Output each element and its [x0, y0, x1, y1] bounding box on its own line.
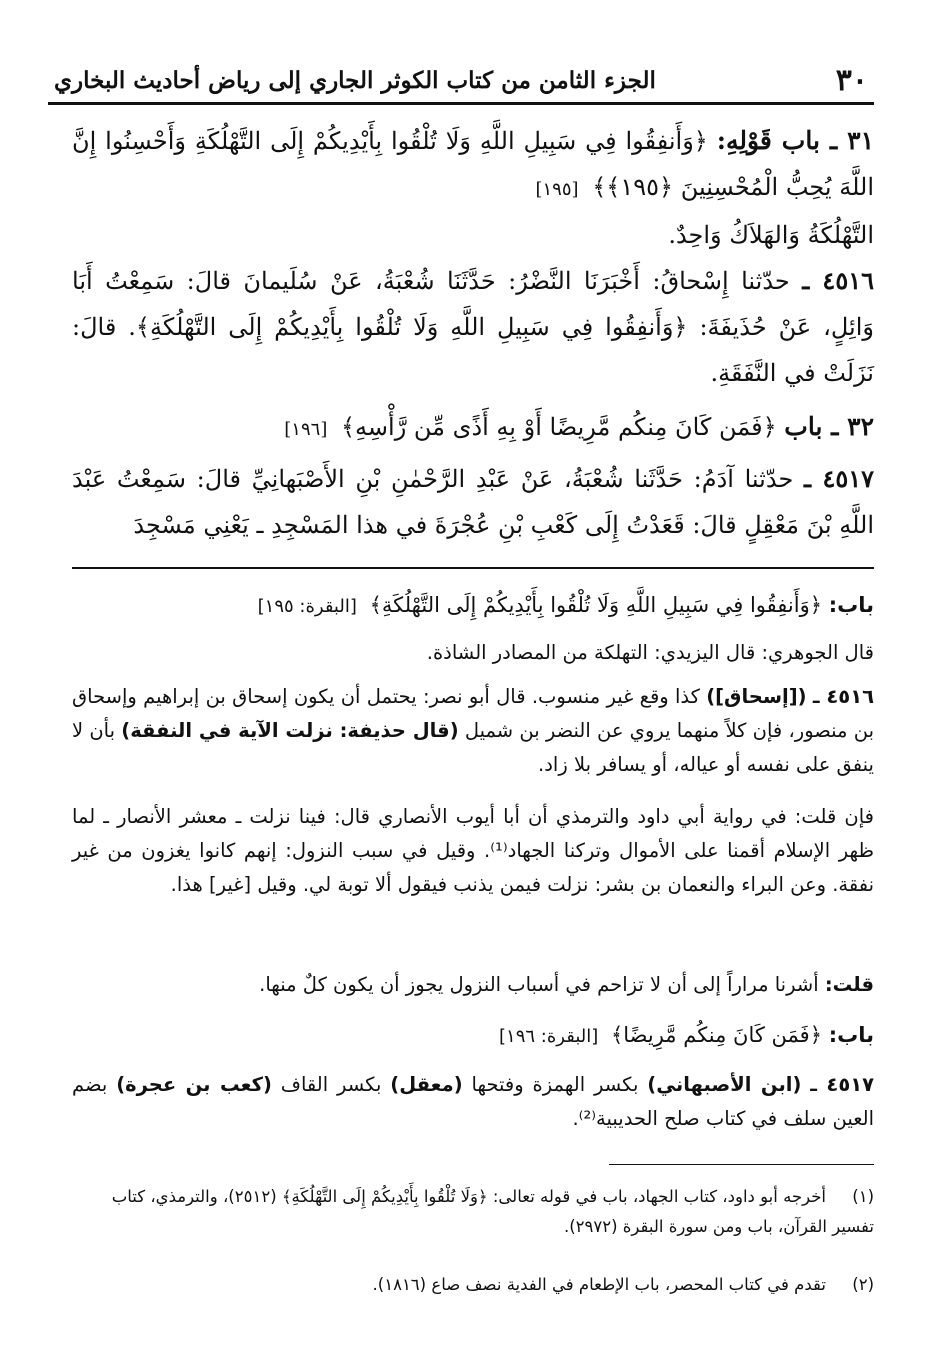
commentary-bab-2-ref: [البقرة: ١٩٦]: [499, 1026, 599, 1047]
commentary-4517-text-3: بضم العين سلف في كتاب صلح الحديبية⁽²⁾.: [72, 1073, 874, 1130]
commentary-p4-label: قلت:: [824, 973, 874, 996]
hadith-4517-number: ٤٥١٧ ـ: [803, 464, 874, 493]
chapter-32-verse: ﴿فَمَن كَانَ مِنكُم مَّرِيضًا أَوْ بِهِ أَذًى مِّن رَّأْسِهِ﴾: [340, 413, 777, 441]
commentary-p3: فإن قلت: في رواية أبي داود والترمذي أن أبا أيوب الأنصاري قال: فينا نزلت ـ معشر الأنصار ـ لما ظهر الإسلام أقمنا على الأموال وتركنا الجهاد⁽¹⁾. وقيل في سبب النزول: إنهم كانوا يغزون من غير نفقة. وعن البراء والنعمان بن بشر: نزلت فيمن يذنب فيقول ألا توبة لي. وقيل [غير] هذا.: [72, 805, 874, 896]
chapter-31-verse: ﴿وَأَنفِقُوا فِي سَبِيلِ اللَّهِ وَلَا تُلْقُوا بِأَيْدِيكُمْ إِلَى التَّهْلُكَةِ وَأَحْسِنُوا إِنَّ اللَّهَ يُحِبُّ الْمُحْسِنِينَ ﴿١٩٥﴾﴾: [72, 127, 874, 201]
hadith-4516-isnad: حدّثنا إِسْحاقُ: أَخْبَرَنَا النَّضْرُ: حَدَّثَنَا شُعْبَةُ، عَنْ سُلَيمانَ قالَ: سَمِعْتُ أَبَا وَائِلٍ، عَنْ حُذَيفَةَ:: [72, 267, 874, 341]
commentary-4517: [72, 1068, 874, 1136]
running-title: الجزء الثامن من كتاب الكوثر الجاري إلى رياض أحاديث البخاري: [54, 66, 656, 94]
page-header: [48, 58, 874, 105]
chapter-32-heading: [72, 404, 874, 453]
footnote-2-text: تقدم في كتاب المحصر، باب الإطعام في الفدية نصف صاع (١٨١٦).: [372, 1275, 826, 1294]
commentary-bab-1-label: باب:: [828, 593, 874, 617]
hadith-4516-verse: ﴿وَأَنفِقُوا فِي سَبِيلِ اللَّهِ وَلَا تُلْقُوا بِأَيْدِيكُمْ إِلَى التَّهْلُكَةِ﴾: [135, 313, 688, 341]
commentary-p1: قال الجوهري: قال اليزيدي: التهلكة من المصادر الشاذة.: [426, 641, 874, 664]
commentary-4517-term-3: (كعب بن عجرة): [116, 1073, 272, 1096]
hadith-4517: [72, 456, 874, 548]
text-commentary-divider: [72, 567, 874, 569]
commentary-bab-2: [72, 1018, 874, 1054]
footnote-1-text: أخرجه أبو داود، كتاب الجهاد، باب في قوله تعالى: ﴿وَلَا تُلْقُوا بِأَيْدِيكُمْ إِلَى التَّهْلُكَةِ﴾ (٢٥١٢)، والترمذي، كتاب تفسير القرآن، باب ومن سورة البقرة (٢٩٧٢).: [111, 1187, 874, 1236]
commentary-4517-number: ٤٥١٧ ـ: [810, 1073, 875, 1096]
commentary-4516-quote: (قال حذيفة: نزلت الآية في النفقة): [121, 719, 459, 742]
chapter-31-label: ٣١ ـ باب قَوْلِهِ:: [716, 126, 874, 155]
footnote-2: [72, 1270, 874, 1300]
commentary-bab-2-verse: ﴿فَمَن كَانَ مِنكُم مَّرِيضًا﴾: [610, 1023, 823, 1047]
commentary-4516-text: كذا وقع غير منسوب. قال أبو نصر: يحتمل أن يكون إسحاق بن إبراهيم وإسحاق بن منصور، فإن كلاً منهما يروي عن النضر بن شميل: [72, 685, 875, 742]
commentary-4516-tail: بأن لا ينفق على نفسه أو عياله، أو يسافر بلا زاد.: [72, 719, 874, 776]
footnote-1-number: (١): [852, 1187, 874, 1206]
hadith-4516-number: ٤٥١٦ ـ: [802, 266, 874, 295]
hadith-4516-matn: . قالَ: نَزَلَتْ في النَّفَقَةِ.: [72, 313, 874, 387]
commentary-4516: [72, 680, 874, 782]
commentary-4517-term: (ابن الأصبهاني): [647, 1073, 802, 1096]
commentary-4516-term: ([إسحاق]): [706, 685, 807, 708]
hadith-4516: [72, 258, 874, 396]
chapter-32-label: ٣٢ ـ باب: [784, 412, 874, 441]
footnote-2-number: (٢): [852, 1275, 874, 1294]
commentary-4517-term-2: (معقل): [390, 1073, 463, 1096]
chapter-31-ref: [١٩٥]: [535, 179, 579, 200]
commentary-bab-1: [72, 588, 874, 624]
chapter-32-ref: [١٩٦]: [284, 419, 328, 440]
footnote-separator: [609, 1164, 874, 1165]
commentary-bab-1-verse: ﴿وَأَنفِقُوا فِي سَبِيلِ اللَّهِ وَلَا تُلْقُوا بِأَيْدِيكُمْ إِلَى التَّهْلُكَةِ﴾: [369, 593, 823, 617]
commentary-p4: [72, 968, 874, 1002]
chapter-31-heading: [72, 118, 874, 213]
footnote-1: [72, 1182, 874, 1242]
commentary-4516-number: ٤٥١٦ ـ: [812, 685, 874, 708]
page-number: ٣٠: [835, 62, 868, 98]
commentary-4517-text-2: بكسر القاف: [280, 1073, 382, 1096]
commentary-bab-1-ref: [البقرة: ١٩٥]: [257, 596, 357, 617]
commentary-bab-2-label: باب:: [828, 1023, 874, 1047]
commentary-p4-text: أشرنا مراراً إلى أن لا تزاحم في أسباب النزول يجوز أن يكون كلٌ منها.: [259, 973, 819, 996]
commentary-4517-text-1: بكسر الهمزة وفتحها: [471, 1073, 639, 1096]
hadith-4517-text: حدّثنا آدَمُ: حَدَّثَنا شُعْبَةُ، عَنْ عَبْدِ الرَّحْمٰنِ بْنِ الأَصْبَهانِيِّ قالَ: سَمِعْتُ عَبْدَ اللَّهِ بْنَ مَعْقِلٍ قالَ: قَعَدْتُ إِلَى كَعْبِ بْنِ عُجْرَةَ في هذا المَسْجِدِ ـ يَعْنِي مَسْجِدَ: [72, 465, 874, 539]
chapter-31-gloss: التَّهْلُكَةُ وَالهَلاَكُ وَاحِدٌ.: [668, 221, 874, 249]
